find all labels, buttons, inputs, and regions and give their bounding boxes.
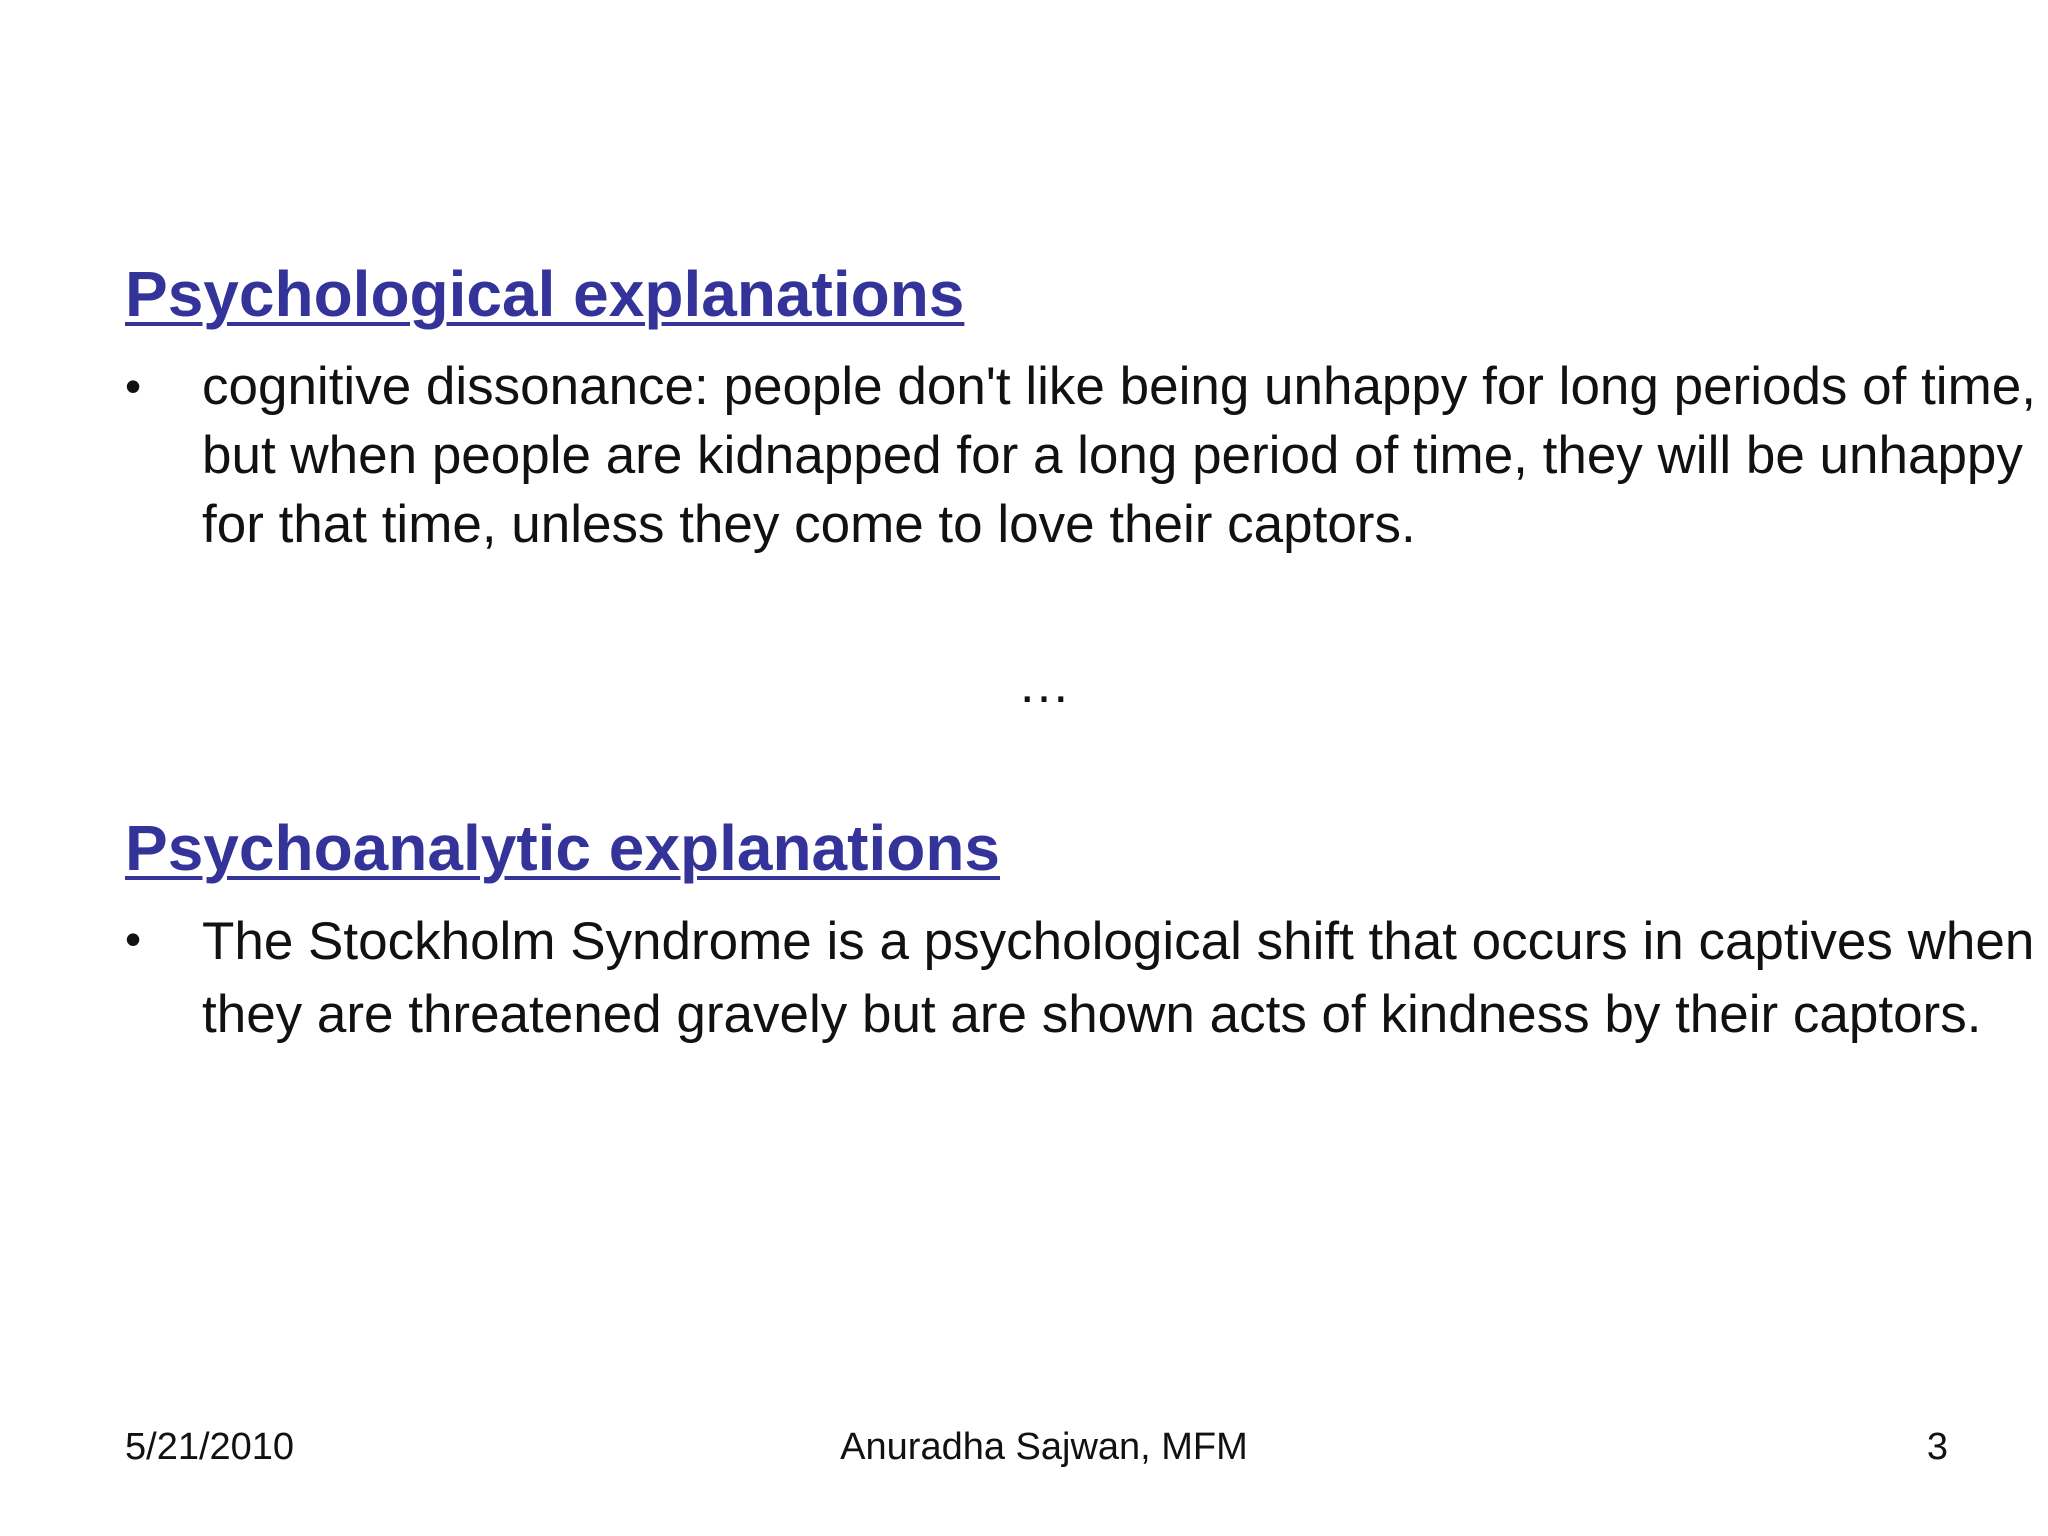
footer-page-number: 3 xyxy=(1926,1426,1948,1468)
footer-date: 5/21/2010 xyxy=(125,1426,295,1468)
bullet-icon: • xyxy=(125,360,142,412)
ellipsis: … xyxy=(1017,655,1071,714)
section-heading-psychoanalytic: Psychoanalytic explanations xyxy=(125,812,1000,884)
bullet-text-cognitive-dissonance: cognitive dissonance: people don't like being unhappy for long periods of time, but when people are kidnapped for a long period of time, they will be unhappy for that time, unless they come to love their captors. xyxy=(202,357,2036,554)
bullet-text-stockholm-syndrome: The Stockholm Syndrome is a psychological shift that occurs in captives when they are threatened gravely but are shown acts of kindness by their captors. xyxy=(202,912,2035,1044)
bullet-icon: • xyxy=(125,913,142,965)
section-heading-psychological: Psychological explanations xyxy=(125,258,965,330)
footer-author: Anuradha Sajwan, MFM xyxy=(840,1426,1248,1468)
